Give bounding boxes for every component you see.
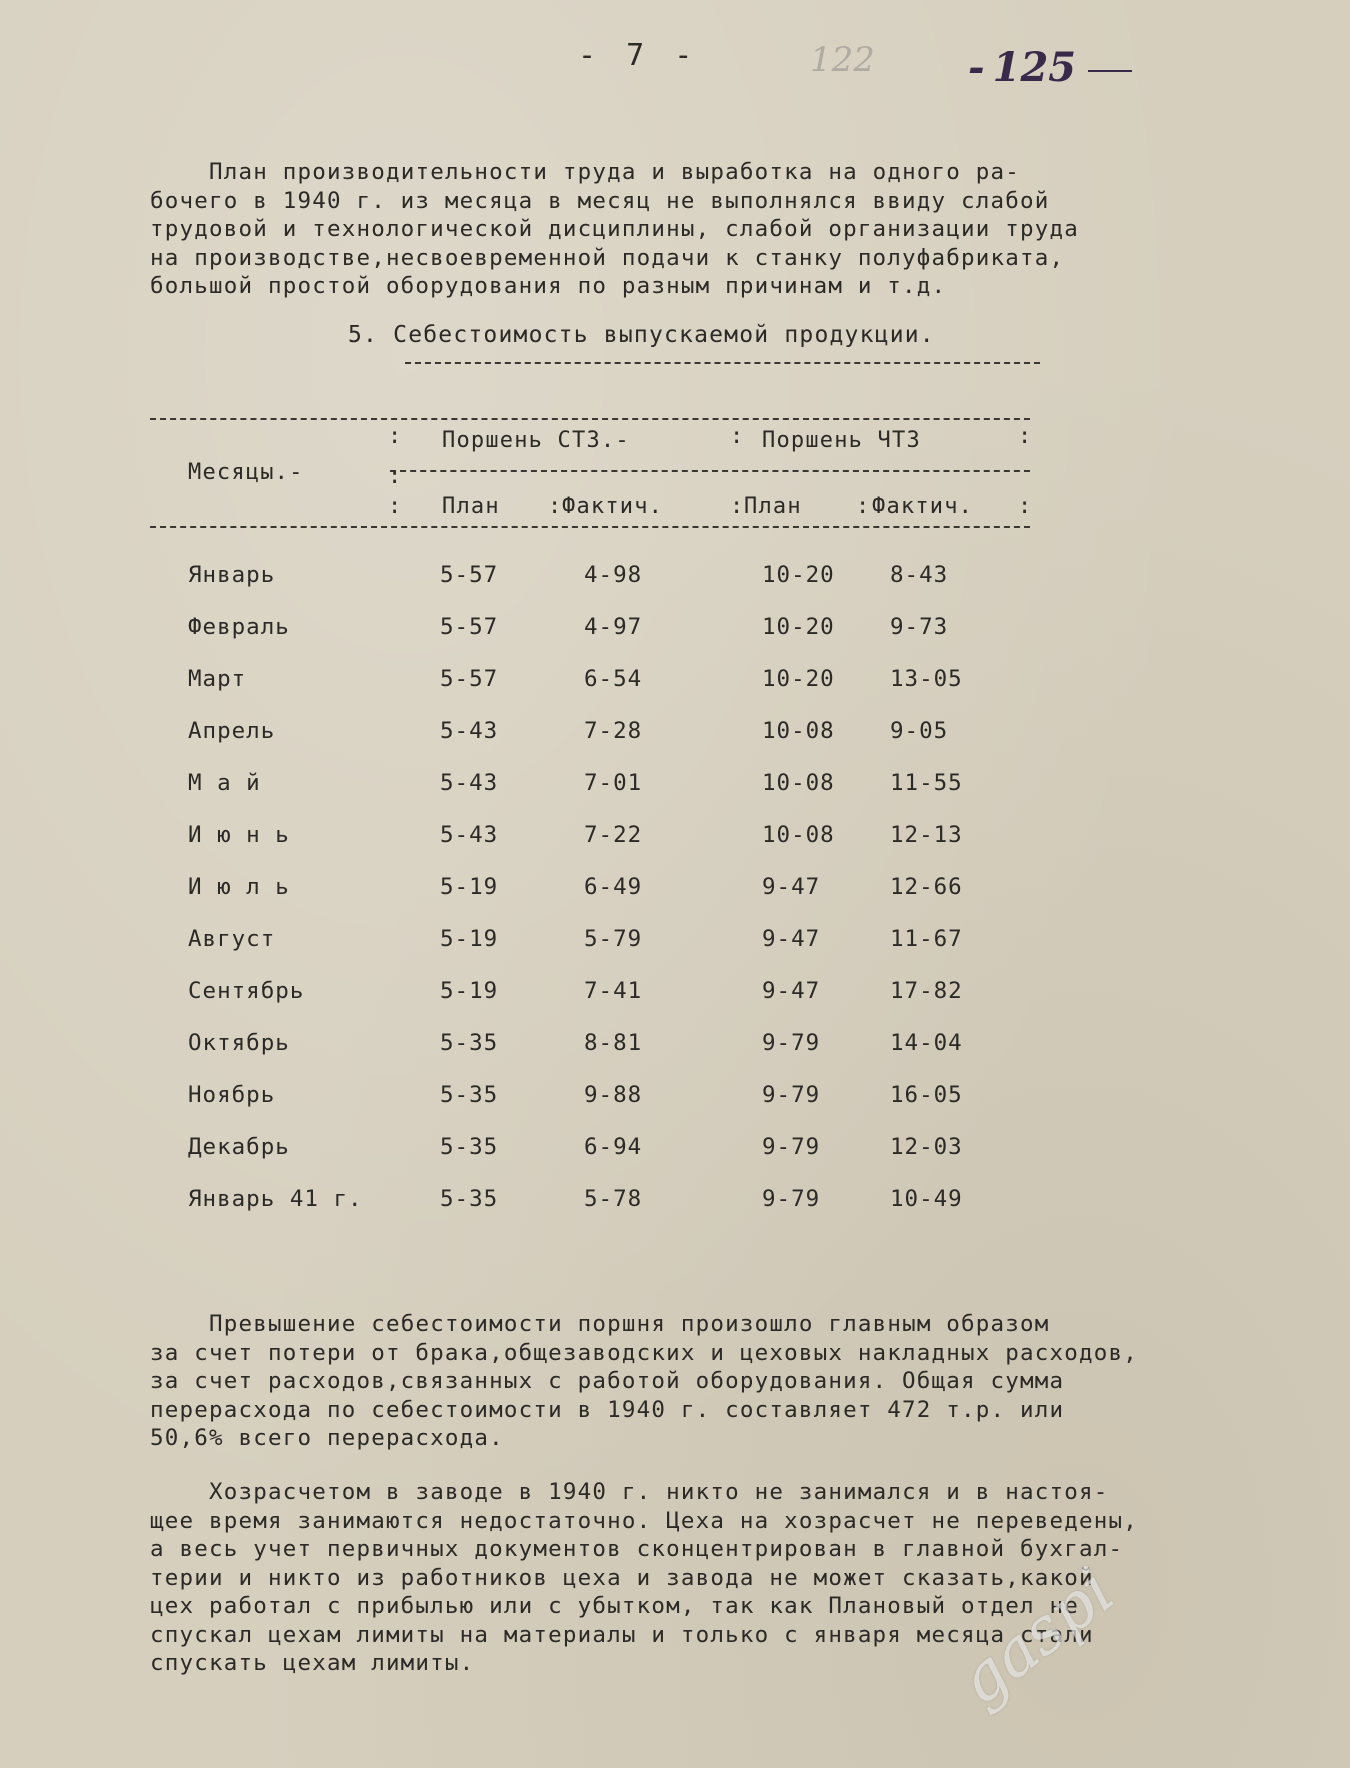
chtz-fact-cell: 9-73 [890,614,949,640]
header-piston-stz: Поршень СТЗ.- [442,428,630,453]
table-row [150,874,1030,914]
month-cell: Сентябрь [188,978,305,1004]
paragraph-labor-productivity: План производительности труда и выработка на одного ра- бочего в 1940 г. из месяца в месяц не выполнялся ввиду слабой трудовой и технологической дисциплины, слабой организации труда на производстве,несвоевременной подачи к станку полуфабриката, большой простой оборудования по разным причинам и т.д. [150,159,1080,299]
header-stz-fact: Фактич. [562,494,664,519]
col-separator: : [730,494,744,519]
table-top-rule [150,418,1030,420]
stz-fact-cell: 4-98 [584,562,643,588]
chtz-fact-cell: 16-05 [890,1082,963,1108]
chtz-fact-cell: 11-55 [890,770,963,796]
month-cell: И ю н ь [188,822,290,848]
stz-plan-cell: 5-35 [440,1030,499,1056]
table-row [150,562,1030,602]
table-row [150,822,1030,862]
chtz-fact-cell: 12-03 [890,1134,963,1160]
faded-archive-number: 122 [810,40,875,80]
stz-plan-cell: 5-19 [440,978,499,1004]
month-cell: Январь [188,562,276,588]
table-row [150,1030,1030,1070]
header-chtz-fact: Фактич. [872,494,974,519]
chtz-plan-cell: 9-79 [762,1134,821,1160]
stz-fact-cell: 6-54 [584,666,643,692]
month-cell: Октябрь [188,1030,290,1056]
chtz-plan-cell: 10-20 [762,614,835,640]
chtz-plan-cell: 10-08 [762,770,835,796]
stz-plan-cell: 5-19 [440,874,499,900]
stz-fact-cell: 8-81 [584,1030,643,1056]
col-separator: : [388,464,402,489]
table-row [150,926,1030,966]
table-row [150,1186,1030,1226]
table-row [150,1134,1030,1174]
chtz-plan-cell: 10-08 [762,718,835,744]
stz-plan-cell: 5-35 [440,1134,499,1160]
table-row [150,614,1030,654]
chtz-plan-cell: 10-20 [762,666,835,692]
chtz-fact-cell: 13-05 [890,666,963,692]
header-piston-chtz: Поршень ЧТЗ [762,428,921,453]
paragraph-cost-accounting: Хозрасчетом в заводе в 1940 г. никто не занимался и в настоя- щее время занимаются недостаточно. Цеха на хозрасчет не переведены, а весь учет первичных документов сконцентрирован в главной бухгал- терии и никто из работников цеха и завода не может сказать,какой цех работал с прибылью или с убытком, так как Плановый отдел не спускал цехам лимиты на материалы и только с января месяца стали спускать цехам лимиты. [150,1479,1138,1676]
chtz-plan-cell: 9-79 [762,1082,821,1108]
stz-fact-cell: 7-01 [584,770,643,796]
archive-watermark: gaspi [945,1554,1128,1720]
chtz-fact-cell: 11-67 [890,926,963,952]
table-header-rule [150,526,1030,528]
month-cell: Февраль [188,614,290,640]
month-cell: Март [188,666,247,692]
stz-plan-cell: 5-43 [440,770,499,796]
chtz-fact-cell: 12-13 [890,822,963,848]
stz-fact-cell: 4-97 [584,614,643,640]
header-stz-plan: План [442,494,500,519]
stz-fact-cell: 7-41 [584,978,643,1004]
stz-plan-cell: 5-35 [440,1186,499,1212]
table-row [150,1082,1030,1122]
month-cell: Ноябрь [188,1082,276,1108]
stz-fact-cell: 6-49 [584,874,643,900]
chtz-fact-cell: 10-49 [890,1186,963,1212]
month-cell: Апрель [188,718,276,744]
col-separator: : [856,494,870,519]
stz-plan-cell: 5-57 [440,666,499,692]
chtz-plan-cell: 10-20 [762,562,835,588]
col-separator: : [1018,494,1032,519]
archive-folio-number: - 125 [968,44,1132,91]
table-row [150,770,1030,810]
chtz-fact-cell: 17-82 [890,978,963,1004]
col-separator: : [730,424,744,449]
page-number: - 7 - [578,38,699,73]
chtz-fact-cell: 14-04 [890,1030,963,1056]
month-cell: Август [188,926,276,952]
paragraph-cost-overrun: Превышение себестоимости поршня произошло главным образом за счет потери от брака,общезаводских и цеховых накладных расходов, за счет расходов,связанных с работой оборудования. Общая сумма перерасхода по себестоимости в 1940 г. составляет 472 т.р. или 50,6% всего перерасхода. [150,1311,1138,1451]
chtz-plan-cell: 9-47 [762,978,821,1004]
chtz-plan-cell: 9-79 [762,1186,821,1212]
month-cell: И ю л ь [188,874,290,900]
stz-plan-cell: 5-43 [440,822,499,848]
stz-plan-cell: 5-43 [440,718,499,744]
stz-plan-cell: 5-57 [440,614,499,640]
stz-plan-cell: 5-19 [440,926,499,952]
col-separator: : [388,494,402,519]
stz-plan-cell: 5-57 [440,562,499,588]
col-separator: : [388,424,402,449]
stz-fact-cell: 7-22 [584,822,643,848]
section-heading: 5. Себестоимость выпускаемой продукции. [348,322,935,348]
chtz-plan-cell: 9-79 [762,1030,821,1056]
table-row [150,718,1030,758]
table-row [150,978,1030,1018]
chtz-fact-cell: 9-05 [890,718,949,744]
heading-underline [405,362,1040,364]
stz-fact-cell: 5-78 [584,1186,643,1212]
stz-fact-cell: 9-88 [584,1082,643,1108]
stz-plan-cell: 5-35 [440,1082,499,1108]
table-row [150,666,1030,706]
stz-fact-cell: 7-28 [584,718,643,744]
month-cell: М а й [188,770,261,796]
month-cell: Январь 41 г. [188,1186,363,1212]
col-separator: : [548,494,562,519]
header-months: Месяцы.- [188,460,304,485]
stz-fact-cell: 5-79 [584,926,643,952]
chtz-plan-cell: 10-08 [762,822,835,848]
chtz-plan-cell: 9-47 [762,874,821,900]
col-separator: : [1018,424,1032,449]
month-cell: Декабрь [188,1134,290,1160]
chtz-plan-cell: 9-47 [762,926,821,952]
chtz-fact-cell: 8-43 [890,562,949,588]
cost-table [150,410,1030,1240]
chtz-fact-cell: 12-66 [890,874,963,900]
header-chtz-plan: План [744,494,802,519]
table-group-rule [390,470,1030,472]
stz-fact-cell: 6-94 [584,1134,643,1160]
